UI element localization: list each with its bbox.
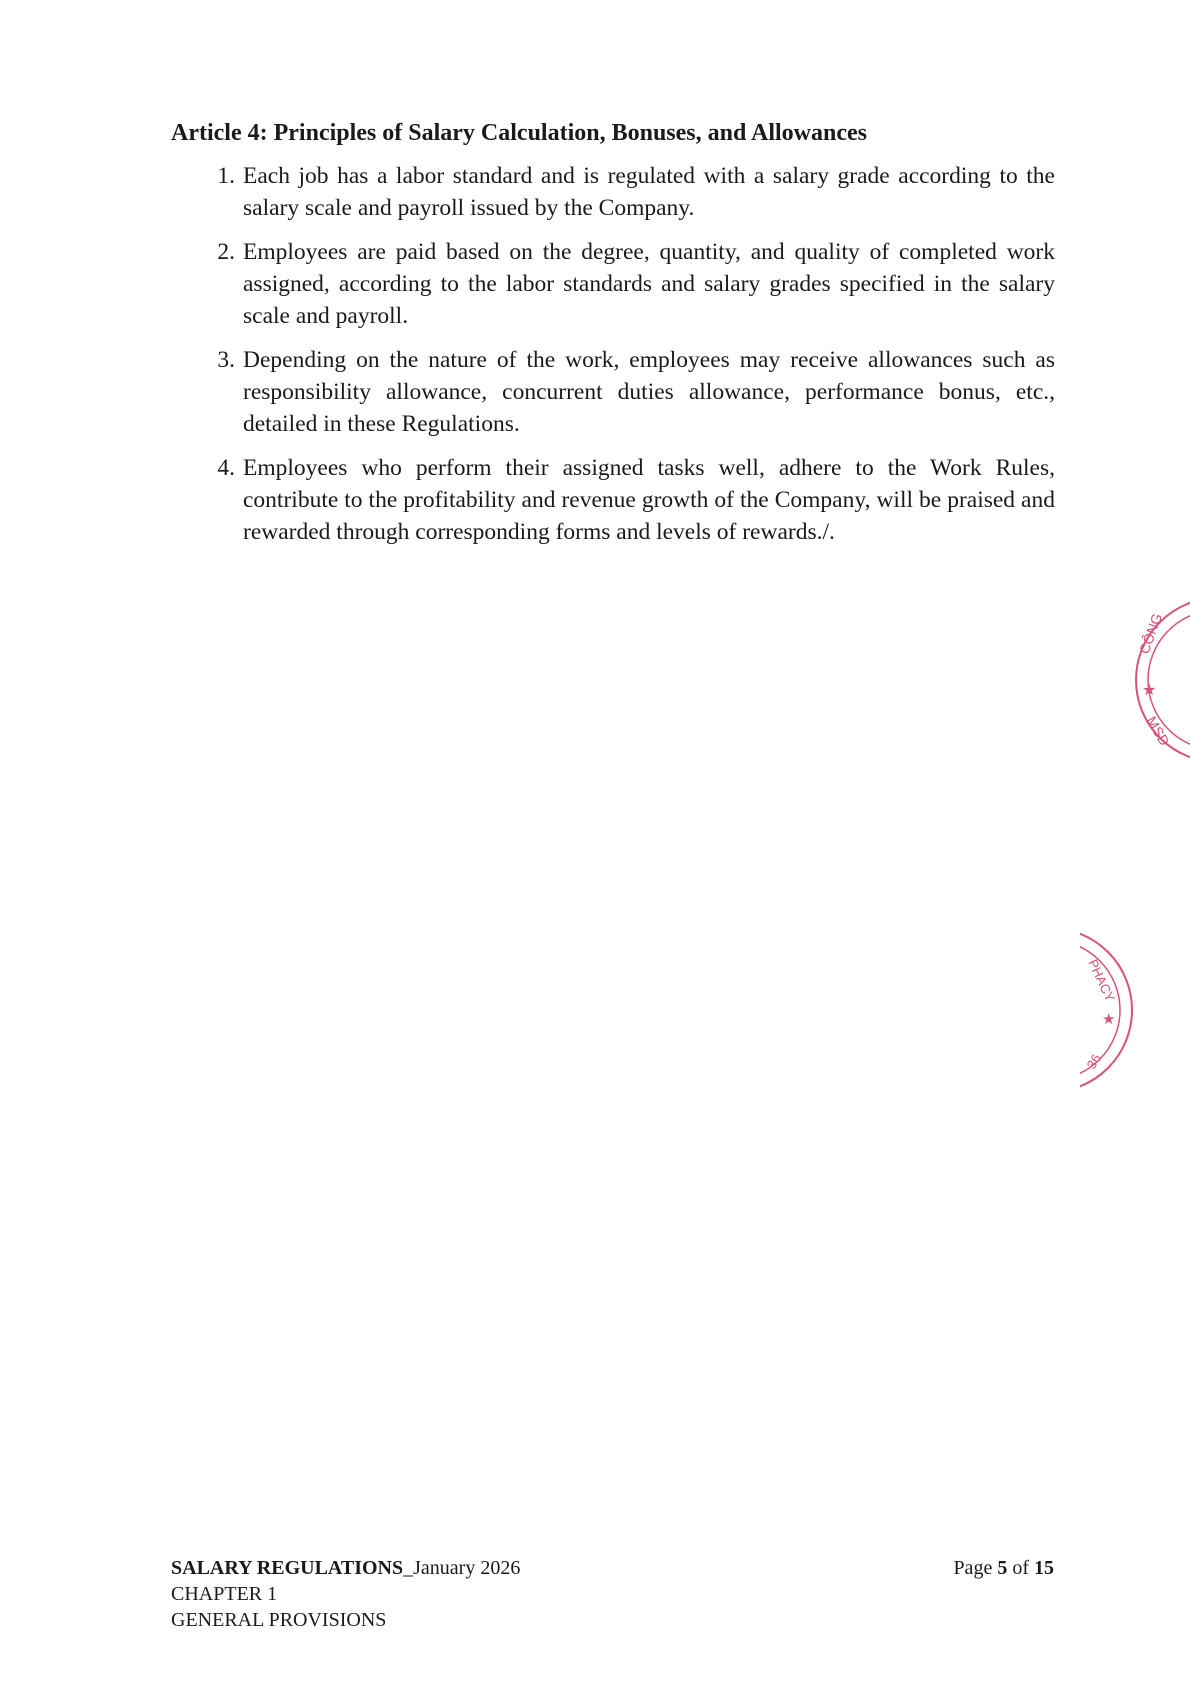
company-seal-partial-top: [1128, 600, 1190, 780]
svg-text:CÔNG: CÔNG: [1135, 611, 1166, 657]
page-total: 15: [1034, 1557, 1054, 1579]
svg-text:★: ★: [1102, 1011, 1116, 1028]
list-item-text: Employees are paid based on the degree, quantity, and quality of completed work assigned, according to the labor standards and salary grades specified in the salary scale and payroll.: [243, 239, 1055, 329]
footer-doc-info: [171, 1555, 520, 1633]
svg-text:36: 36: [1083, 1051, 1104, 1072]
list-item: [205, 344, 1055, 440]
company-seal-partial-bottom: [1080, 920, 1140, 1100]
footer-chapter: CHAPTER 1: [171, 1583, 278, 1605]
list-item: [205, 160, 1055, 224]
list-item-text: Depending on the nature of the work, employees may receive allowances such as responsibility allowance, concurrent duties allowance, performance bonus, etc., detailed in these Regulations.: [243, 347, 1055, 437]
list-item-text: Employees who perform their assigned tasks well, adhere to the Work Rules, contribute to the profitability and revenue growth of the Company, will be praised and rewarded through corresponding forms and levels of rewards./.: [243, 455, 1055, 545]
svg-text:MSD: MSD: [1143, 713, 1173, 749]
article-list: [205, 160, 1055, 560]
page-of: of: [1012, 1557, 1029, 1579]
list-item-number: 4.: [217, 455, 235, 481]
list-item: [205, 236, 1055, 332]
list-item-number: 3.: [217, 347, 235, 373]
page-number: [953, 1555, 1054, 1581]
article-title: Article 4: Principles of Salary Calculation, Bonuses, and Allowances: [171, 120, 867, 146]
svg-text:PHACY: PHACY: [1085, 956, 1118, 1004]
svg-text:★: ★: [1142, 682, 1157, 699]
footer-section: GENERAL PROVISIONS: [171, 1609, 387, 1631]
footer-title-line: [171, 1555, 520, 1581]
list-item-text: Each job has a labor standard and is regulated with a salary grade according to the salary scale and payroll issued by the Company.: [243, 163, 1055, 221]
footer-doc-date: _January 2026: [403, 1557, 521, 1579]
footer-doc-title: SALARY REGULATIONS: [171, 1557, 404, 1579]
list-item-number: 2.: [217, 239, 235, 265]
page-label: Page: [953, 1557, 993, 1579]
page-current: 5: [997, 1557, 1008, 1579]
list-item: [205, 452, 1055, 548]
list-item-number: 1.: [217, 163, 235, 189]
